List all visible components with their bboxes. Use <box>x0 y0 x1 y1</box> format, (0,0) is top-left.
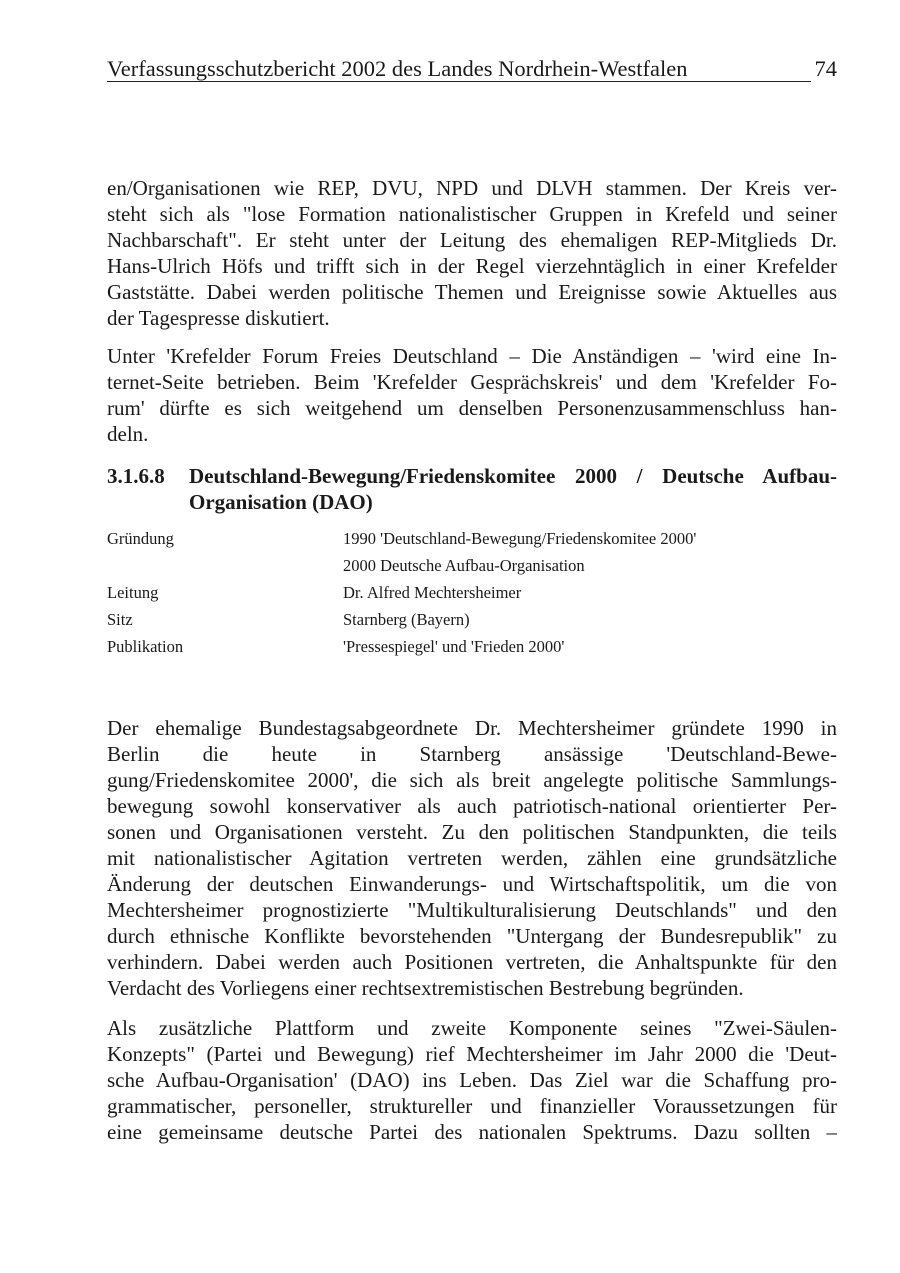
word: die <box>202 742 229 766</box>
text-line: steht sich als "lose Formation nationalistischer Gruppen in Krefeld und seiner <box>107 202 837 226</box>
word: Berlin <box>107 742 160 766</box>
text-line: verhindern. Dabei werden auch Positionen vertreten, die Anhaltspunkte für den <box>107 950 837 974</box>
text-line: ternet-Seite betrieben. Beim 'Krefelder Gesprächskreis' und dem 'Krefelder Fo- <box>107 370 837 394</box>
text-line: Verdacht des Vorliegens einer rechtsextremistischen Bestrebung begründen. <box>107 976 744 1000</box>
word: Starnberg <box>419 742 501 766</box>
section-title-part: Deutschland-Bewegung/Friedenskomitee 2000 / Deutsche Aufbau- <box>189 464 837 488</box>
text-line: Der ehemalige Bundestagsabgeordnete Dr. Mechtersheimer gründete 1990 in <box>107 716 837 740</box>
text-line: gung/Friedenskomitee 2000', die sich als breit angelegte politische Sammlungs- <box>107 768 837 792</box>
text-line: eine gemeinsame deutsche Partei des nationalen Spektrums. Dazu sollten – <box>107 1120 837 1144</box>
text-line-spaced <box>107 742 837 768</box>
section-title-line-1 <box>189 463 837 489</box>
fact-label: Publikation <box>107 637 184 656</box>
text-line: Gaststätte. Dabei werden politische Themen und Ereignisse sowie Aktuelles aus <box>107 280 837 304</box>
word: ansässige <box>543 742 624 766</box>
text-line: grammatischer, personeller, struktureller und finanzieller Voraussetzungen für <box>107 1094 837 1118</box>
text-line: Konzepts" (Partei und Bewegung) rief Mechtersheimer im Jahr 2000 die 'Deut- <box>107 1042 837 1066</box>
word: heute <box>271 742 317 766</box>
text-line: bewegung sowohl konservativer als auch patriotisch-national orientierter Per- <box>107 794 837 818</box>
text-line: Als zusätzliche Plattform und zweite Komponente seines "Zwei-Säulen- <box>107 1016 837 1040</box>
section-title-line-2: Organisation (DAO) <box>189 490 373 514</box>
text-line: sche Aufbau-Organisation' (DAO) ins Leben. Das Ziel war die Schaffung pro- <box>107 1068 837 1092</box>
header-title: Verfassungsschutzbericht 2002 des Landes Nordrhein-Westfalen <box>107 56 688 81</box>
text-line: mit nationalistischer Agitation vertreten werden, zählen eine grundsätzliche <box>107 846 837 870</box>
fact-value: 1990 'Deutschland-Bewegung/Friedenskomitee 2000' <box>343 529 697 548</box>
word: in <box>360 742 377 766</box>
text-line: Mechtersheimer prognostizierte "Multikulturalisierung Deutschlands" und den <box>107 898 837 922</box>
fact-value: Starnberg (Bayern) <box>343 610 470 629</box>
fact-label: Gründung <box>107 529 174 548</box>
header-rule <box>107 81 811 82</box>
page-header <box>107 52 837 84</box>
text-line: sonen und Organisationen versteht. Zu den politischen Standpunkten, die teils <box>107 820 837 844</box>
section-number: 3.1.6.8 <box>107 464 165 488</box>
fact-value: Dr. Alfred Mechtersheimer <box>343 583 522 602</box>
page-number: 74 <box>814 56 837 81</box>
text-line: der Tagespresse diskutiert. <box>107 306 330 330</box>
word: 'Deutschland-Bewe- <box>666 742 837 766</box>
text-line: deln. <box>107 422 149 446</box>
fact-value: 'Pressespiegel' und 'Frieden 2000' <box>343 637 565 656</box>
fact-label: Sitz <box>107 610 133 629</box>
fact-label: Leitung <box>107 583 159 602</box>
fact-value: 2000 Deutsche Aufbau-Organisation <box>343 556 585 575</box>
text-line: durch ethnische Konflikte bevorstehenden "Untergang der Bundesrepublik" zu <box>107 924 837 948</box>
text-line: Nachbarschaft". Er steht unter der Leitung des ehemaligen REP-Mitglieds Dr. <box>107 228 837 252</box>
text-line: rum' dürfte es sich weitgehend um denselben Personenzusammenschluss han- <box>107 396 837 420</box>
text-line: Unter 'Krefelder Forum Freies Deutschland – Die Anständigen – 'wird eine In- <box>107 344 837 368</box>
text-line: en/Organisationen wie REP, DVU, NPD und DLVH stammen. Der Kreis ver- <box>107 176 837 200</box>
text-line: Hans-Ulrich Höfs und trifft sich in der Regel vierzehntäglich in einer Krefelder <box>107 254 837 278</box>
text-line: Änderung der deutschen Einwanderungs- und Wirtschaftspolitik, um die von <box>107 872 837 896</box>
